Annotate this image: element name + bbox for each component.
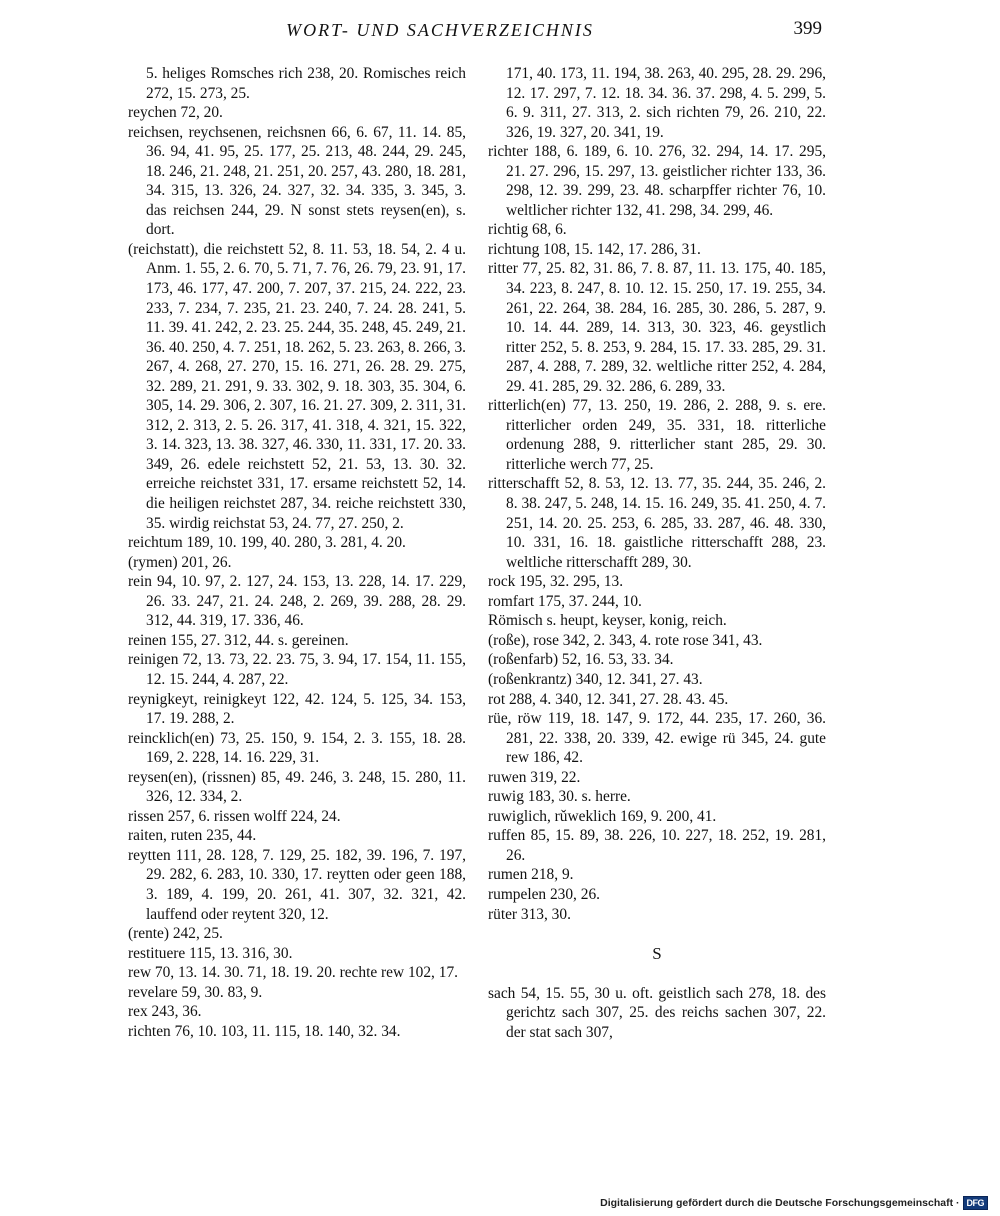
index-entry: ruffen 85, 15. 89, 38. 226, 10. 227, 18. 252, 19. 281, 26. xyxy=(488,827,826,864)
index-entry: (roßenkrantz) 340, 12. 341, 27. 43. xyxy=(488,670,703,688)
index-entry: ritterlich(en) 77, 13. 250, 19. 286, 2. 288, 9. s. ere. ritterlicher orden 249, 35. 331, 18. ritterliche ordenung 288, 9. ritterlicher stant 285, 29. 30. ritterliche werch 77, 25. xyxy=(488,397,826,473)
index-entry: rew 70, 13. 14. 30. 71, 18. 19. 20. rechte rew 102, 17. xyxy=(128,964,458,982)
page-number: 399 xyxy=(793,18,822,39)
index-entry: rissen 257, 6. rissen wolff 224, 24. xyxy=(128,807,341,825)
right-column xyxy=(488,64,826,1042)
running-header xyxy=(0,20,1000,41)
index-entry: reysen(en), (rissnen) 85, 49. 246, 3. 248, 15. 280, 11. 326, 12. 334, 2. xyxy=(128,768,466,806)
index-entry: ruwig 183, 30. s. herre. xyxy=(488,788,631,806)
index-entry: reinen 155, 27. 312, 44. s. gereinen. xyxy=(128,631,349,649)
footer xyxy=(600,1196,988,1210)
index-entry: ritter 77, 25. 82, 31. 86, 7. 8. 87, 11. 13. 175, 40. 185, 34. 223, 8. 247, 8. 10. 12. 15. 250, 17. 19. 255, 34. 261, 22. 264, 38. 284, 16. 285, 30. 286, 5. 287, 9. 10. 14. 44. 289, 14. 313, 30. 323, 46. geystlich ritter 252, 5. 8. 253, 9. 284, 15. 17. 33. 285, 29. 31. 287, 4. 288, 7. 289, 32. weltliche ritter 252, 4. 284, 29. 41. 285, 29. 32. 286, 6. 289, 33. xyxy=(488,260,826,395)
index-entry: reinigen 72, 13. 73, 22. 23. 75, 3. 94, 17. 154, 11. 155, 12. 15. 244, 4. 287, 22. xyxy=(128,651,466,688)
index-entry: ritterschafft 52, 8. 53, 12. 13. 77, 35. 244, 35. 246, 2. 8. 38. 247, 5. 248, 14. 15. 16. 249, 35. 41. 250, 4. 7. 251, 14. 20. 25. 253, 6. 285, 33. 287, 46. 48. 330, 10. 331, 16. 18. gaistliche ritterschafft 288, 23. weltliche ritterschafft 289, 30. xyxy=(488,475,826,571)
index-entry: richtung 108, 15. 142, 17. 286, 31. xyxy=(488,240,701,258)
index-entry: revelare 59, 30. 83, 9. xyxy=(128,983,263,1001)
footer-credit: Digitalisierung gefördert durch die Deutsche Forschungsgemeinschaft · xyxy=(600,1197,960,1209)
index-entry: ruwen 319, 22. xyxy=(488,768,581,786)
index-entry: (reichstatt), die reichstett 52, 8. 11. 53, 18. 54, 2. 4 u. Anm. 1. 55, 2. 6. 70, 5. 71, 7. 76, 26. 79, 23. 91, 17. 173, 46. 177, 47. 200, 7. 207, 37. 215, 24. 222, 23. 233, 7. 234, 7. 235, 21. 23. 240, 7. 24. 28. 241, 5. 11. 39. 41. 242, 2. 23. 25. 244, 35. 248, 45. 249, 21. 36. 40. 250, 4. 7. 251, 18. 262, 5. 23. 263, 8. 266, 3. 267, 4. 268, 27. 270, 15. 16. 271, 26. 28. 29. 275, 32. 289, 21. 291, 9. 33. 302, 9. 18. 303, 35. 304, 6. 305, 14. 29. 306, 2. 307, 16. 21. 27. 309, 2. 311, 31. 312, 2. 313, 2. 5. 26. 317, 41. 318, 4. 321, 15. 322, 3. 14. 323, 13. 38. 327, 46. 330, 11. 331, 17. 20. 33. 349, 26. edele reichstett 52, 21. 53, 13. 30. 32. erreiche reichstet 331, 17. ersame reichstett 52, 14. die heiligen reichstet 287, 34. reiche reichstett 330, 35. wirdig reichstat 53, 24. 77, 27. 250, 2. xyxy=(128,240,466,532)
index-entry: reychen 72, 20. xyxy=(128,104,223,122)
dfg-logo: DFG xyxy=(963,1196,989,1210)
index-entry: richter 188, 6. 189, 6. 10. 276, 32. 294, 14. 17. 295, 21. 27. 296, 15. 297, 13. geistlicher richter 133, 36. 298, 12. 39. 299, 23. 48. scharpffer richter 76, 10. weltlicher richter 132, 41. 298, 34. 299, 46. xyxy=(488,143,826,219)
index-entry: reichsen, reychsenen, reichsnen 66, 6. 67, 11. 14. 85, 36. 94, 41. 95, 25. 177, 25. 213, 48. 244, 29. 245, 18. 246, 21. 248, 21. 251, 20. 257, 43. 280, 18. 281, 34. 315, 13. 326, 24. 327, 32. 34. 335, 3. 345, 3. das reichsen 244, 29. N sonst stets reysen(en), s. dort. xyxy=(128,123,466,239)
left-column xyxy=(128,64,466,1041)
index-entry: reynigkeyt, reinigkeyt 122, 42. 124, 5. 125, 34. 153, 17. 19. 288, 2. xyxy=(128,690,466,728)
index-entry: reytten 111, 28. 128, 7. 129, 25. 182, 39. 196, 7. 197, 29. 282, 6. 283, 10. 330, 17. reytten oder geen 188, 3. 189, 4. 199, 20. 261, 41. 307, 32. 321, 42. lauffend oder reytent 320, 12. xyxy=(128,846,466,923)
index-entry: rein 94, 10. 97, 2. 127, 24. 153, 13. 228, 14. 17. 229, 26. 33. 247, 21. 24. 248, 2. 269, 39. 288, 28. 29. 312, 44. 319, 17. 336, 46. xyxy=(128,573,466,630)
index-entry: rock 195, 32. 295, 13. xyxy=(488,573,624,591)
index-entry: restituere 115, 13. 316, 30. xyxy=(128,944,293,962)
index-entry: rüter 313, 30. xyxy=(488,905,571,923)
index-entry: richtig 68, 6. xyxy=(488,221,567,239)
index-entry: rex 243, 36. xyxy=(128,1003,202,1021)
index-entry: (rente) 242, 25. xyxy=(128,925,223,943)
index-entry: reichtum 189, 10. 199, 40. 280, 3. 281, 4. 20. xyxy=(128,534,406,552)
index-entry: reincklich(en) 73, 25. 150, 9. 154, 2. 3. 155, 18. 28. 169, 2. 228, 14. 16. 229, 31. xyxy=(128,729,466,767)
index-entry: (roßenfarb) 52, 16. 53, 33. 34. xyxy=(488,651,674,669)
index-entry: richten 76, 10. 103, 11. 115, 18. 140, 32. 34. xyxy=(128,1022,401,1040)
index-entry: rumpelen 230, 26. xyxy=(488,885,600,903)
section-letter: S xyxy=(652,944,662,964)
index-entry: sach 54, 15. 55, 30 u. oft. geistlich sach 278, 18. des gerichtz sach 307, 25. des reichs sachen 307, 22. der stat sach 307, xyxy=(488,984,826,1041)
index-entry: rüe, röw 119, 18. 147, 9. 172, 44. 235, 17. 260, 36. 281, 22. 338, 20. 339, 42. ewige rü 345, 24. gute rew 186, 42. xyxy=(488,710,826,767)
index-entry: rumen 218, 9. xyxy=(488,866,574,884)
index-entry: (roße), rose 342, 2. 343, 4. rote rose 341, 43. xyxy=(488,631,763,649)
index-entry: (rymen) 201, 26. xyxy=(128,553,232,571)
index-entry: romfart 175, 37. 244, 10. xyxy=(488,592,642,610)
index-entry: raiten, ruten 235, 44. xyxy=(128,827,257,845)
index-entry: Römisch s. heupt, keyser, konig, reich. xyxy=(488,612,727,630)
index-entry: rot 288, 4. 340, 12. 341, 27. 28. 43. 45. xyxy=(488,690,729,708)
index-entry: 5. heliges Romsches rich 238, 20. Romisches reich 272, 15. 273, 25. xyxy=(146,65,466,102)
index-entry: ruwiglich, rǔweklich 169, 9. 200, 41. xyxy=(488,807,717,825)
index-entry: 171, 40. 173, 11. 194, 38. 263, 40. 295, 28. 29. 296, 12. 17. 297, 7. 12. 18. 34. 36. 37. 298, 4. 5. 299, 5. 6. 9. 311, 27. 313, 2. sich richten 79, 26. 210, 22. 326, 19. 327, 20. 341, 19. xyxy=(506,65,826,141)
header-title: WORT- UND SACHVERZEICHNIS xyxy=(286,20,594,40)
